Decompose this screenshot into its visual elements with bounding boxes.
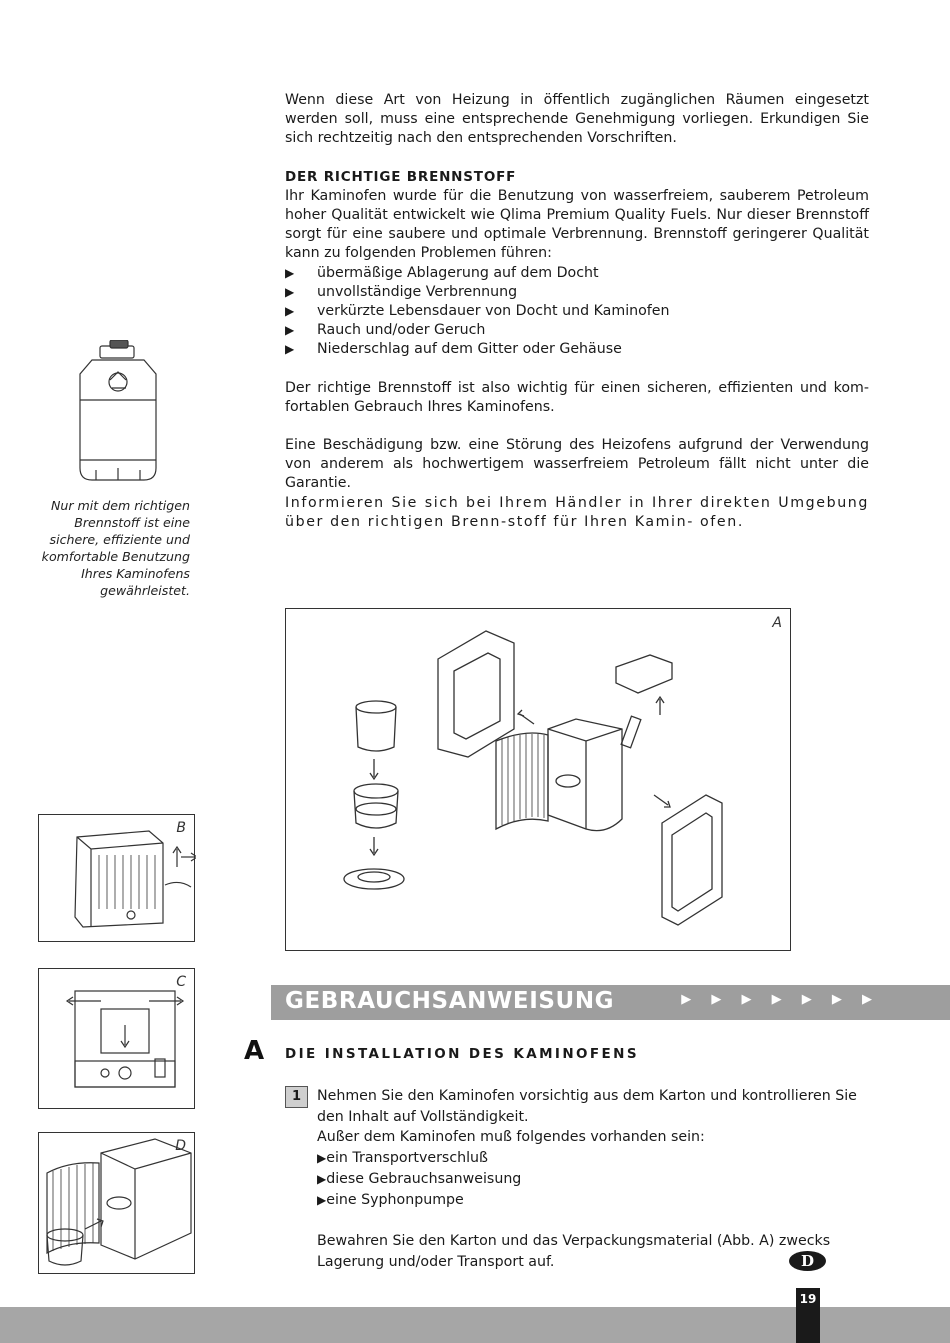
problem-list: [285, 264, 869, 360]
paragraph-permit: Wenn diese Art von Heizung in öffentlich zugänglichen Räumen eingesetzt werden soll, muss eine entsprechende Genehmigung vorliegen. Erkundigen Sie sich rechtzeitig nach den entsprechenden Vorschriften.: [285, 92, 869, 147]
heater-parts-drawing: [286, 609, 792, 952]
section-bar-title: GEBRAUCHSANWEISUNG: [285, 988, 615, 1014]
canister-caption: Nur mit dem richtigen Brennstoff ist eine sichere, effiziente und komfortable Benutzung Ihres Kaminofens gewährleistet.: [41, 498, 190, 599]
step-text: Nehmen Sie den Kaminofen vorsichtig aus dem Karton und kontrollieren Sie den Inhalt auf Vollständigkeit.: [317, 1088, 857, 1125]
arrow-row-icon: ▶ ▶ ▶ ▶ ▶ ▶ ▶: [681, 992, 880, 1007]
fuel-canister-icon: [70, 340, 166, 490]
figure-label: A: [772, 615, 782, 631]
list-item: ▶ ein Transportverschluß: [317, 1148, 869, 1169]
section-letter: A: [244, 1036, 265, 1066]
list-item: ▶ diese Gebrauchsanweisung: [317, 1169, 869, 1190]
intro-text: [285, 91, 869, 532]
burner-install-drawing: [39, 1133, 196, 1275]
figure-label: B: [176, 820, 186, 836]
step-list-intro: Außer dem Kaminofen muß folgendes vorhanden sein:: [317, 1129, 705, 1146]
figure-label: D: [175, 1138, 186, 1154]
paragraph-warranty: Eine Beschädigung bzw. eine Störung des Heizofens aufgrund der Verwendung von anderem als hochwertigem wasserfreiem Petroleum fällt nicht unter die Garantie.: [285, 437, 869, 492]
list-item: ▶ verkürzte Lebensdauer von Docht und Kaminofen: [285, 302, 869, 321]
list-item: ▶ Rauch und/oder Geruch: [285, 321, 869, 340]
figure-c: [38, 968, 195, 1109]
paragraph-importance: Der richtige Brennstoff ist also wichtig für einen sicheren, effizienten und kom-fortablen Gebrauch Ihres Kaminofens.: [285, 379, 869, 415]
figure-d: [38, 1132, 195, 1274]
language-badge: D: [789, 1251, 826, 1271]
step-number: 1: [285, 1086, 308, 1108]
list-item: ▶ eine Syphonpumpe: [317, 1190, 869, 1211]
heading-fuel: DER RICHTIGE BRENNSTOFF: [285, 168, 517, 185]
transport-lock-drawing: [39, 969, 196, 1110]
page-number: 19: [796, 1288, 820, 1343]
paragraph-fuel: Ihr Kaminofen wurde für die Benutzung von wasserfreiem, sauberem Petroleum hoher Qualität entwickelt wie Qlima Premium Quality Fuels. Nur dieser Brennstoff sorgt für eine saubere und optimale Verbrennung. Brennstoff geringerer Qualität kann zu folgenden Problemen führen:: [285, 187, 869, 262]
section-bar: [271, 985, 950, 1020]
section-title: DIE INSTALLATION DES KAMINOFENS: [285, 1046, 639, 1062]
figure-a-exploded-view: [285, 608, 791, 951]
list-item: ▶ unvollständige Verbrennung: [285, 283, 869, 302]
step-note: Bewahren Sie den Karton und das Verpackungsmaterial (Abb. A) zwecks Lagerung und/oder Transport auf.: [317, 1232, 831, 1270]
paragraph-dealer: Informieren Sie sich bei Ihrem Händler in Ihrer direkten Umgebung über den richtigen Brenn-stoff für Ihren Kamin- ofen.: [285, 494, 869, 530]
figure-b: [38, 814, 195, 942]
grille-removal-drawing: [39, 815, 196, 943]
step-content: [317, 1086, 869, 1272]
figure-label: C: [176, 974, 186, 990]
list-item: ▶ übermäßige Ablagerung auf dem Docht: [285, 264, 869, 283]
list-item: ▶ Niederschlag auf dem Gitter oder Gehäuse: [285, 340, 869, 359]
